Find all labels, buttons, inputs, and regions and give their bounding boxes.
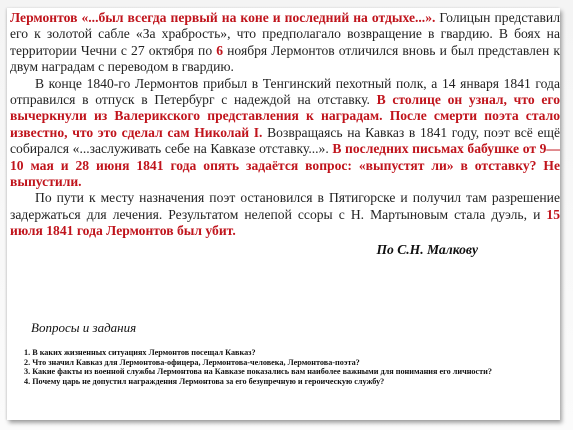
- questions-title: Вопросы и задания: [31, 320, 137, 335]
- paragraph-3: [10, 190, 560, 239]
- highlight-number: 6: [216, 42, 224, 58]
- question-item: 4. Почему царь не допустил награждения Лермонтова за его безупречную и героическую службу?: [24, 376, 385, 386]
- attribution: По С.Н. Малкову: [376, 241, 478, 257]
- question-item: 3. Какие факты из военной службы Лермонтова на Кавказе показались вам наиболее важными для понимания его личности?: [24, 367, 492, 377]
- highlight-death: 15 июля 1841 года Лермонтов был убит.: [10, 206, 560, 239]
- paragraph-1: [10, 10, 560, 76]
- questions-list: [24, 348, 552, 386]
- paragraph-2-text: В конце 1840-го Лермонтов прибыл в Тенгинский пехотный полк, а 14 января 1841 года отправился в отпуск в Петербург с надеждой на отставку.: [10, 75, 560, 108]
- highlight-quote: Лермонтов «...был всегда первый на коне и последний на отдыхе...».: [10, 10, 436, 25]
- paragraph-1-text: Голицын представил его к золотой сабле «За храбрость», что предполагало возвращение в гвардию. В боях на территории Чечни с 27 октября по: [10, 10, 560, 58]
- highlight-letters: В последних письмах бабушке от 9—10 мая и 28 июня 1841 года опять задаётся вопрос: «выпустят ли» в отставку? Не выпустили.: [10, 141, 560, 190]
- highlight-awards: В столице он узнал, что его вычеркнули из Валерикского представления к наградам. После смерти поэта стало известно, что это сделал сам Николай I.: [10, 92, 560, 140]
- content-card: [7, 8, 560, 420]
- paragraph-3-text: По пути к месту назначения поэт остановился в Пятигорске и получил там разрешение задержаться для лечения. Результатом нелепой ссоры с Н. Мартыновым стала дуэль, и: [10, 190, 560, 222]
- question-item: 1. В каких жизненных ситуациях Лермонтов посещал Кавказ?: [24, 348, 256, 357]
- paragraph-2-middle: Возвращаясь на Кавказ в 1841 году, поэт всё ещё собирался «...заслуживать себе на Кавказе отставку...».: [10, 124, 560, 157]
- paragraph-2: [10, 76, 560, 191]
- question-item: 2. Что значил Кавказ для Лермонтова-офицера, Лермонтова-человека, Лермонтова-поэта?: [24, 357, 360, 367]
- paragraph-1-end: ноября Лермонтов отличился вновь и был представлен к двум наградам с переводом в гвардию.: [10, 42, 560, 75]
- questions-section: [7, 308, 560, 420]
- main-text: [10, 10, 560, 259]
